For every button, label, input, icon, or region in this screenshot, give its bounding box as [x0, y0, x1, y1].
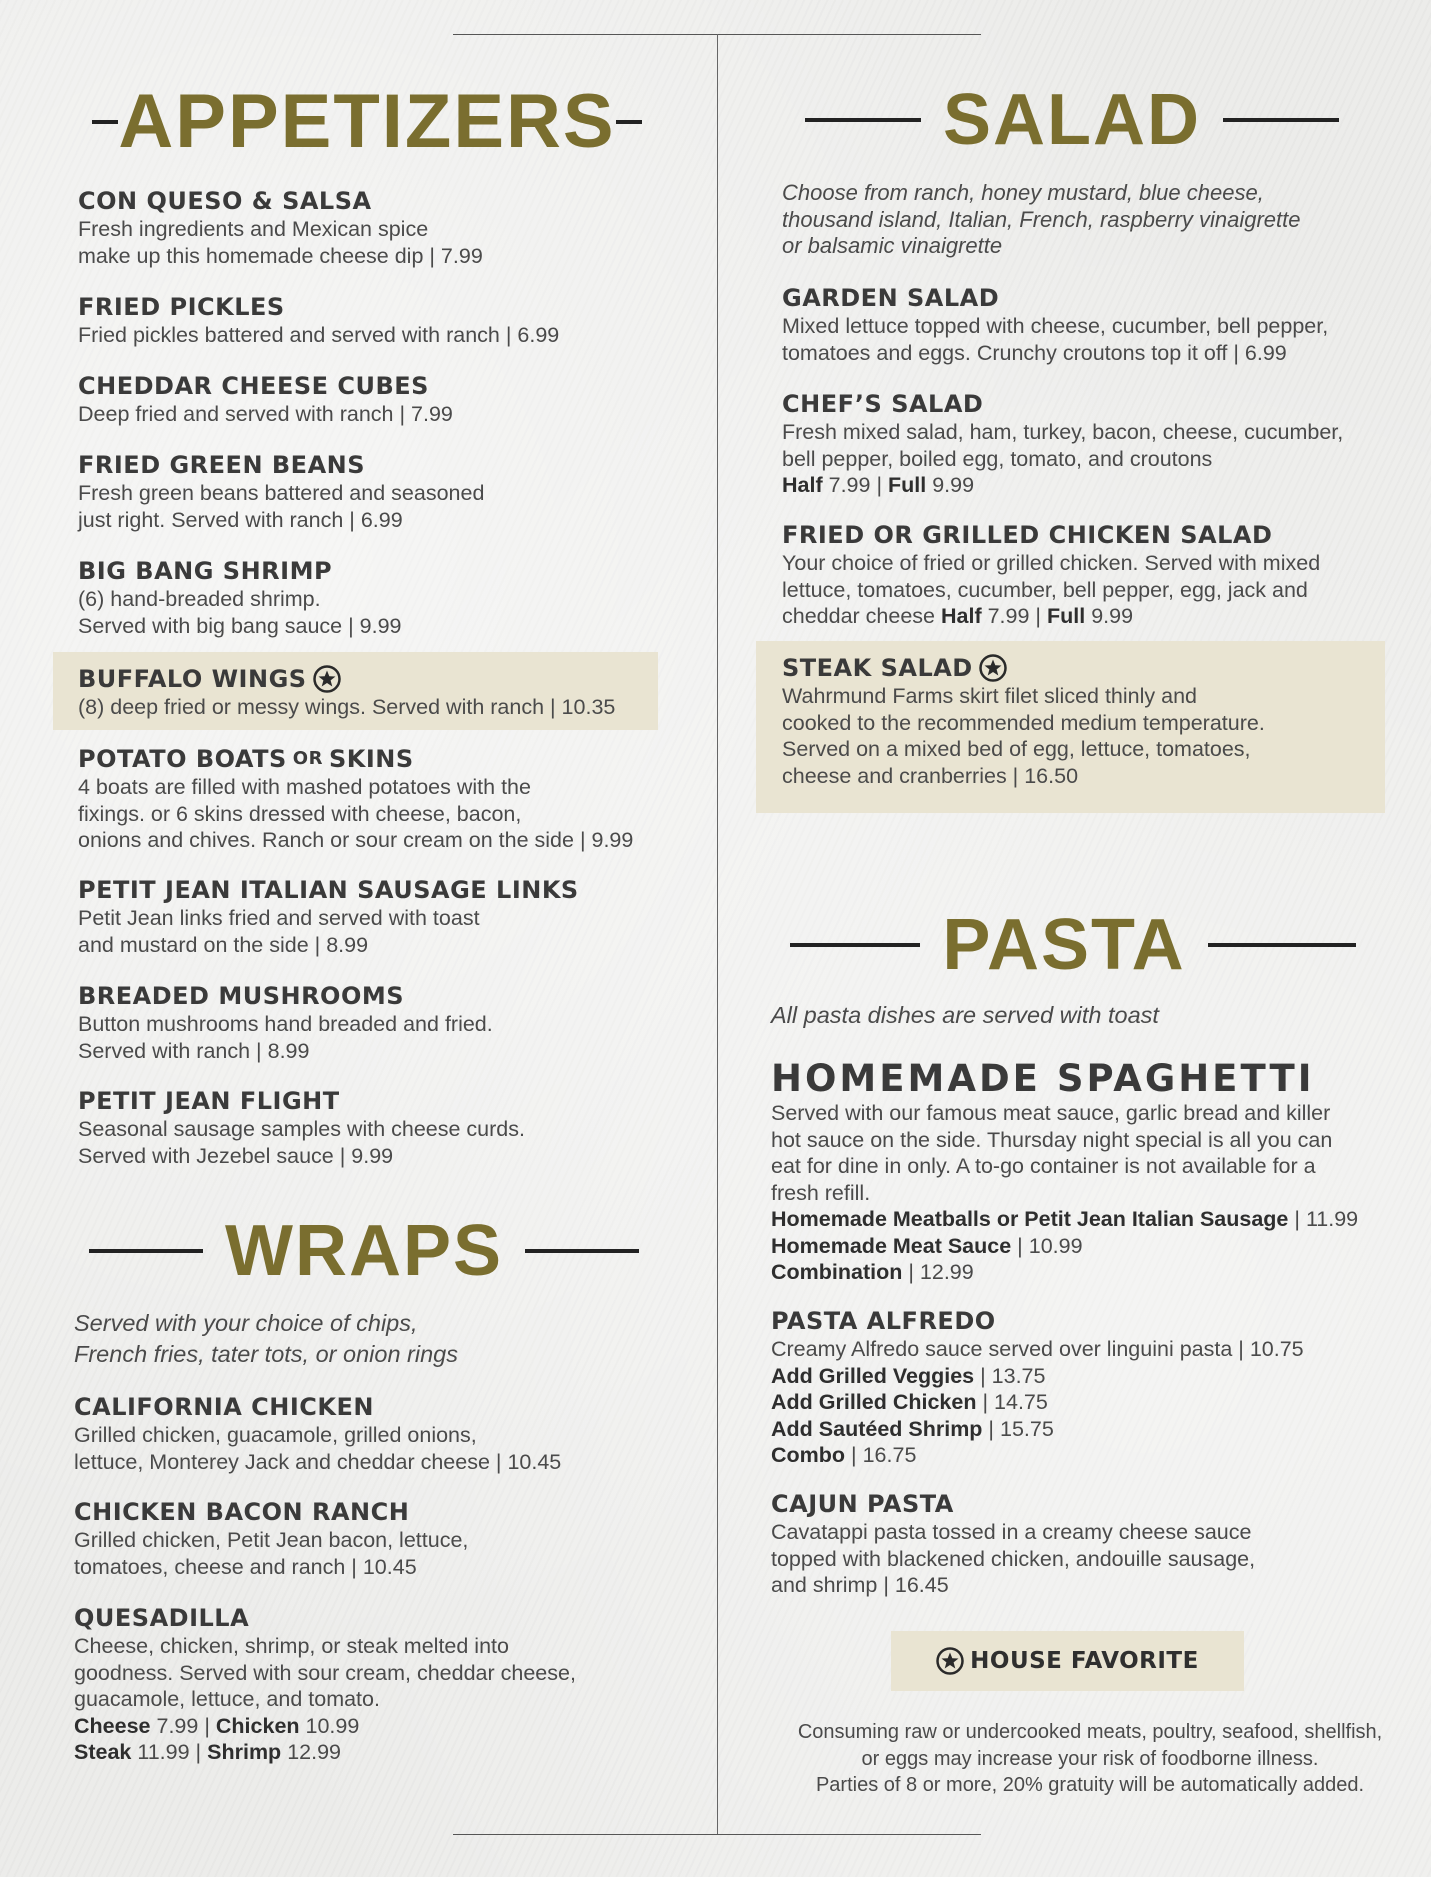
option-label: Add Sautéed Shrimp	[771, 1416, 983, 1441]
item-description: Grilled chicken, guacamole, grilled onions, lettuce, Monterey Jack and cheddar cheese | 10.45	[74, 1423, 562, 1474]
center-divider	[717, 34, 718, 1834]
menu-item-house-favorite	[782, 653, 1265, 789]
heading-bar	[1208, 943, 1356, 947]
disclaimer: Consuming raw or undercooked meats, poultry, seafood, shellfish, or eggs may increase your risk of foodborne illness. Parties of 8 or more, 20% gratuity will be automatically added.	[797, 1721, 1383, 1796]
item-description: Seasonal sausage samples with cheese curds. Served with Jezebel sauce | 9.99	[78, 1117, 525, 1168]
price-line: Combination | 12.99	[771, 1260, 974, 1284]
price-line: Steak 11.99 | Shrimp 12.99	[74, 1740, 341, 1764]
price-label: Half	[782, 473, 823, 497]
price-label: Chicken	[215, 1713, 300, 1738]
price-label: Full	[888, 473, 927, 497]
item-name-or: OR	[292, 748, 323, 769]
salad-intro: Choose from ranch, honey mustard, blue cheese, thousand island, Italian, French, raspberry vinaigrette or balsamic vinaigrette	[782, 180, 1301, 258]
item-description: Cavatappi pasta tossed in a creamy cheese sauce topped with blackened chicken, andouille sausage, and shrimp | 16.45	[771, 1520, 1256, 1597]
price-value: 11.99	[137, 1740, 190, 1764]
price-line: Add Grilled Chicken | 14.75	[771, 1390, 1048, 1414]
appetizers-heading	[72, 79, 662, 164]
heading-bar	[805, 118, 921, 122]
item-description: Creamy Alfredo sauce served over linguini pasta | 10.75	[771, 1337, 1304, 1361]
item-name: CALIFORNIA CHICKEN	[74, 1393, 374, 1421]
legend-label: HOUSE FAVORITE	[970, 1648, 1199, 1674]
menu-item	[78, 292, 559, 349]
price-label: Shrimp	[207, 1740, 282, 1764]
star-in-circle-icon	[936, 1647, 964, 1675]
heading-bar	[790, 943, 920, 947]
price-line: Add Sautéed Shrimp | 15.75	[771, 1416, 1054, 1441]
price-line: Homemade Meatballs or Petit Jean Italian Sausage | 11.99	[771, 1207, 1359, 1231]
price-label: Cheese	[74, 1713, 151, 1738]
price-line: Add Grilled Veggies | 13.75	[771, 1363, 1046, 1388]
bottom-rule	[453, 1834, 981, 1835]
item-description: 4 boats are filled with mashed potatoes with the fixings. or 6 skins dressed with cheese, bacon, onions and chives. Ranch or sour cream on the side | 9.99	[78, 775, 634, 852]
item-description: (8) deep fried or messy wings. Served with ranch | 10.35	[78, 695, 616, 719]
menu-item	[771, 1058, 1411, 1286]
item-name: QUESADILLA	[74, 1604, 250, 1632]
price-label: Half	[940, 604, 982, 628]
item-description: Button mushrooms hand breaded and fried. Served with ranch | 8.99	[78, 1012, 493, 1063]
item-name-part: POTATO BOATS	[78, 745, 287, 773]
option-price: 11.99	[1305, 1207, 1359, 1231]
item-description: Deep fried and served with ranch | 7.99	[78, 402, 453, 426]
price-value: 7.99	[828, 473, 871, 497]
option-price: 16.75	[862, 1443, 917, 1467]
menu-item	[78, 556, 402, 639]
price-line: Homemade Meat Sauce | 10.99	[771, 1233, 1083, 1258]
menu-item	[74, 1497, 468, 1580]
salad-heading	[782, 80, 1362, 160]
price-label: Full	[1047, 604, 1086, 628]
item-description: Mixed lettuce topped with cheese, cucumber, bell pepper, tomatoes and eggs. Crunchy croutons top it off | 6.99	[782, 314, 1329, 365]
wraps-intro: Served with your choice of chips, French fries, tater tots, or onion rings	[74, 1310, 458, 1367]
heading-bar	[525, 1249, 639, 1253]
item-name: STEAK SALAD	[782, 654, 973, 682]
option-price: 14.75	[994, 1390, 1048, 1414]
star-in-circle-icon	[313, 665, 341, 693]
price-value: 9.99	[932, 473, 975, 497]
menu-item	[78, 371, 453, 428]
item-name: CHICKEN BACON RANCH	[74, 1498, 410, 1526]
menu-item	[78, 875, 579, 958]
item-description-tail: cheddar cheese	[782, 604, 935, 628]
item-description: Fresh mixed salad, ham, turkey, bacon, cheese, cucumber, bell pepper, boiled egg, tomato, and croutons	[782, 420, 1344, 471]
menu-item	[771, 1489, 1255, 1599]
item-name: BIG BANG SHRIMP	[78, 557, 333, 585]
item-description: Fried pickles battered and served with ranch | 6.99	[78, 323, 560, 347]
star-in-circle-icon	[979, 654, 1007, 682]
item-description: Fresh ingredients and Mexican spice make up this homemade cheese dip | 7.99	[78, 217, 483, 268]
price-value: 9.99	[1091, 604, 1134, 628]
menu-item	[74, 1603, 576, 1766]
option-label: Add Grilled Chicken	[771, 1390, 977, 1414]
option-label: Add Grilled Veggies	[771, 1363, 975, 1388]
menu-item-house-favorite	[78, 664, 615, 721]
item-name: CHEF’S SALAD	[782, 390, 984, 418]
wraps-heading	[74, 1211, 654, 1291]
menu-item	[782, 389, 1343, 499]
option-label: Homemade Meatballs or Petit Jean Italian Sausage	[771, 1207, 1289, 1231]
option-label: Homemade Meat Sauce	[771, 1233, 1012, 1258]
item-name: HOMEMADE SPAGHETTI	[771, 1057, 1315, 1100]
option-label: Combo	[771, 1443, 846, 1467]
heading-bar	[616, 120, 642, 124]
price-value: 10.99	[305, 1713, 360, 1738]
price-line: Combo | 16.75	[771, 1443, 917, 1467]
item-description: Served with our famous meat sauce, garlic bread and killer hot sauce on the side. Thursday night special is all you can eat for dine in only. A to-go container is not available for a fresh refill.	[771, 1101, 1333, 1205]
menu-item	[78, 744, 633, 854]
menu-item	[771, 1306, 1304, 1469]
price-value: 7.99	[156, 1713, 199, 1738]
price-label: Steak	[74, 1740, 132, 1764]
option-price: 13.75	[991, 1363, 1046, 1388]
item-description: (6) hand-breaded shrimp. Served with big bang sauce | 9.99	[78, 587, 402, 638]
menu-item	[78, 1086, 525, 1169]
item-name: PETIT JEAN ITALIAN SAUSAGE LINKS	[78, 876, 579, 904]
price-line: cheddar cheese Half 7.99 | Full 9.99	[782, 604, 1134, 628]
item-name: FRIED GREEN BEANS	[78, 451, 366, 479]
item-name: CON QUESO & SALSA	[78, 187, 372, 215]
item-description: Petit Jean links fried and served with toast and mustard on the side | 8.99	[78, 906, 480, 957]
item-name: BUFFALO WINGS	[78, 665, 307, 693]
item-description: Cheese, chicken, shrimp, or steak melted into goodness. Served with sour cream, cheddar cheese, guacamole, lettuce, and tomato.	[74, 1634, 576, 1711]
item-description: Grilled chicken, Petit Jean bacon, lettuce, tomatoes, cheese and ranch | 10.45	[74, 1528, 469, 1579]
salad-title: SALAD	[943, 80, 1201, 160]
price-value: 7.99	[987, 604, 1030, 628]
option-label: Combination	[771, 1260, 903, 1284]
menu-item	[78, 981, 493, 1064]
heading-bar	[1223, 118, 1339, 122]
menu-item	[782, 520, 1320, 630]
wraps-title: WRAPS	[225, 1211, 503, 1291]
menu-item	[74, 1392, 561, 1475]
pasta-heading	[774, 905, 1372, 985]
item-name: PETIT JEAN FLIGHT	[78, 1087, 340, 1115]
item-name: FRIED PICKLES	[78, 293, 285, 321]
item-name: GARDEN SALAD	[782, 284, 1000, 312]
item-name: CHEDDAR CHEESE CUBES	[78, 372, 429, 400]
appetizers-title: APPETIZERS	[118, 79, 616, 164]
menu-item	[78, 186, 483, 269]
item-description: Your choice of fried or grilled chicken. Served with mixed lettuce, tomatoes, cucumber, bell pepper, egg, jack and	[782, 551, 1321, 602]
house-favorite-legend	[891, 1631, 1244, 1691]
menu-item	[78, 450, 484, 533]
heading-bar	[89, 1249, 203, 1253]
item-name: BREADED MUSHROOMS	[78, 982, 405, 1010]
item-name-part: SKINS	[328, 745, 414, 773]
item-name: FRIED OR GRILLED CHICKEN SALAD	[782, 521, 1273, 549]
option-price: 15.75	[1000, 1416, 1054, 1441]
pasta-intro: All pasta dishes are served with toast	[771, 1002, 1159, 1028]
item-name: PASTA ALFREDO	[771, 1307, 996, 1335]
menu-item	[782, 283, 1328, 366]
pasta-title: PASTA	[942, 905, 1186, 985]
price-line: Half 7.99 | Full 9.99	[782, 473, 975, 497]
item-name: CAJUN PASTA	[771, 1490, 954, 1518]
price-line: Cheese 7.99 | Chicken 10.99	[74, 1713, 360, 1738]
option-price: 10.99	[1028, 1233, 1083, 1258]
item-description: Fresh green beans battered and seasoned just right. Served with ranch | 6.99	[78, 481, 485, 532]
price-value: 12.99	[287, 1740, 341, 1764]
option-price: 12.99	[919, 1260, 974, 1284]
item-description: Wahrmund Farms skirt filet sliced thinly and cooked to the recommended medium temperature. Served on a mixed bed of egg, lettuce, tomatoes, cheese and cranberries | 16.50	[782, 684, 1265, 788]
